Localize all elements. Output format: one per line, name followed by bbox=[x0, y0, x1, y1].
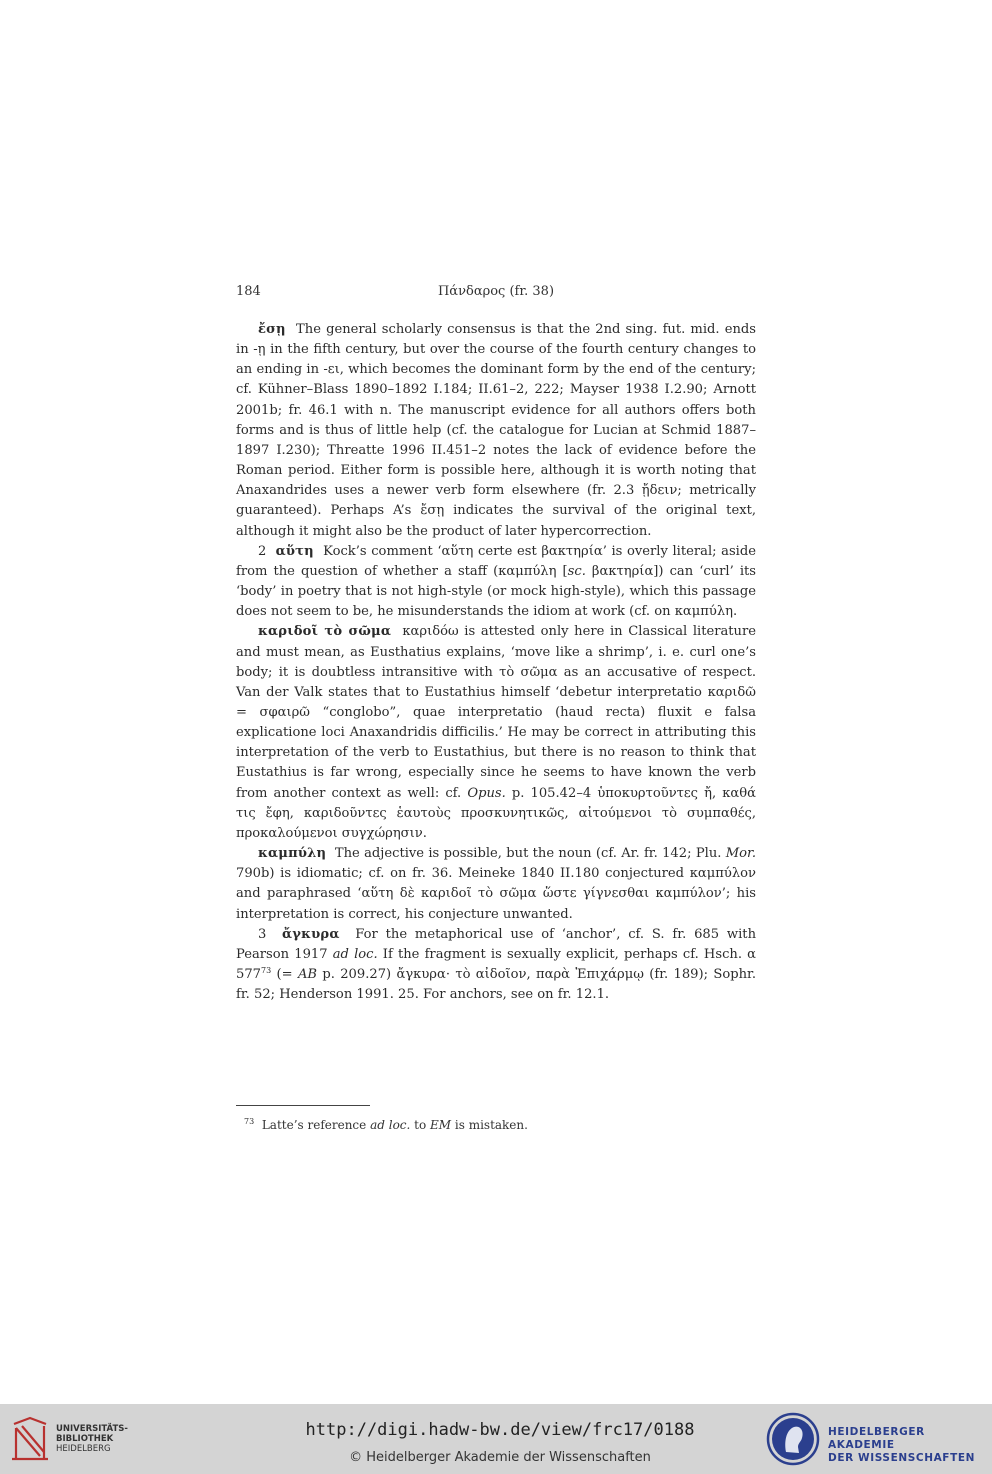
university-library-logo-icon bbox=[10, 1416, 50, 1462]
italic-abbrev: ad loc. bbox=[370, 1118, 411, 1132]
footnote bbox=[244, 1116, 756, 1134]
italic-abbrev: AB bbox=[297, 967, 318, 982]
viewer-footer-bar bbox=[0, 1404, 992, 1474]
commentary-body bbox=[236, 320, 756, 1005]
footnote-number: 73 bbox=[244, 1117, 255, 1126]
logo-line: UNIVERSITÄTS- bbox=[56, 1424, 128, 1434]
paragraph-text: If the fragment is sexually explicit, perhaps cf. Hsch. α 577 bbox=[236, 946, 756, 982]
lemma: καμπύλη bbox=[258, 846, 327, 862]
logo-line: HEIDELBERG bbox=[56, 1444, 111, 1454]
footnote-text: to bbox=[410, 1118, 431, 1132]
commentary-paragraph bbox=[236, 925, 756, 1006]
commentary-paragraph bbox=[236, 542, 756, 623]
academy-logo[interactable] bbox=[766, 1412, 986, 1468]
paragraph-text: βακτηρία]) can ‘curl’ its ‘body’ in poetry that is not high-style (or mock high-style), which this passage does not seem to be, he misunderstands the idiom at work (cf. on καμπύλη. bbox=[236, 563, 756, 620]
paragraph-text: p. 209.27) ἄγκυρα· τὸ αἰδοῖον, παρὰ Ἐπιχάρμῳ (fr. 189); Sophr. fr. 52; Henderson 1991. 25. For anchors, see on fr. 12.1. bbox=[236, 967, 756, 1003]
paragraph-text: The adjective is possible, but the noun (cf. Ar. fr. 142; Plu. bbox=[334, 846, 726, 862]
paragraph-text: The general scholarly consensus is that the 2nd sing. fut. mid. ends in -ῃ in the fifth century, but over the course of the fourth century changes to an ending in -ει, which becomes the dominant form by the end of the century; cf. Kühner–Blass 1890–1892 I.184; II.61–2, 222; Mayser 1938 I.2.90; Arnott 2001b; fr. 46.1 with n. The manuscript evidence for all authors offers both forms and is thus of little help (cf. the catalogue for Lucian at Schmid 1887–1897 I.230); Threatte 1996 II.451–2 notes the lack of evidence before the Roman period. Either form is possible here, although it is worth noting that Anaxandrides uses a newer verb form elsewhere (fr. 2.3 ᾔδειν; metrically guaranteed). Perhaps A’s ἔσῃ indicates the survival of the original text, although it might also be the product of later hypercorrection. bbox=[236, 322, 757, 539]
commentary-paragraph bbox=[236, 844, 756, 925]
italic-abbrev: ad loc. bbox=[332, 946, 378, 962]
italic-abbrev: EM bbox=[430, 1118, 452, 1132]
page-header bbox=[236, 284, 756, 304]
footnote-ref: 73 bbox=[261, 966, 272, 975]
italic-title: Opus. bbox=[467, 785, 506, 801]
lemma: καριδοῖ τὸ σῶμα bbox=[258, 624, 392, 640]
lemma: ἔσῃ bbox=[258, 322, 286, 337]
lemma: αὕτη bbox=[275, 543, 314, 559]
paragraph-text: 790b) is idiomatic; cf. on fr. 36. Meineke 1840 II.180 conjectured καμπύλον and paraphrased ‘αὕτη δὲ καριδοῖ τὸ σῶμα ὥστε γίγνεσθαι καμπύλον’; his interpretation is correct, his conjecture unwanted. bbox=[236, 866, 756, 922]
paragraph-text: p. 105.42–4 ὑποκυρτοῦντες ἤ, καθά τις ἔφη, καριδοῦντες ἑαυτοὺς προσκυνητικῶς, αἰτούμενοι τὸ συμπαθές, προκαλούμενοι συγχώρησιν. bbox=[236, 785, 756, 841]
italic-title: Mor. bbox=[725, 846, 757, 862]
commentary-paragraph bbox=[236, 622, 756, 844]
paragraph-text: καριδόω is attested only here in Classical literature and must mean, as Eusthatius explains, ‘move like a shrimp’, i. e. curl one’s body; it is doubtless intransitive with τὸ σῶμα as an accusative of respect. Van der Valk states that to Eustathius himself ‘debetur interpretatio καριδῶ = σφαιρῶ “conglobo”, quae interpretatio (haud recta) fluxit e falsa explicatione loci Anaxandridis difficilis.’ He may be correct in attributing this interpretation of the verb to Eustathius, but there is no reason to think that Eustathius is far wrong, especially since he seems to have known the verb from another context as well: cf. bbox=[236, 624, 756, 801]
commentary-paragraph bbox=[236, 320, 756, 542]
university-library-logo[interactable] bbox=[10, 1416, 140, 1462]
logo-line: BIBLIOTHEK bbox=[56, 1434, 114, 1444]
logo-line: HEIDELBERGER AKADEMIE bbox=[828, 1426, 925, 1451]
running-head: Πάνδαρος (fr. 38) bbox=[437, 284, 555, 299]
lemma: ἄγκυρα bbox=[282, 926, 340, 942]
paragraph-text: (= bbox=[271, 967, 298, 982]
academy-logo-text bbox=[828, 1426, 986, 1465]
footnote-text: Latte’s reference bbox=[261, 1118, 371, 1132]
line-number: 2 bbox=[258, 543, 267, 559]
copyright-notice: © Heidelberger Akademie der Wissenschaften bbox=[349, 1450, 651, 1465]
footnote-text: is mistaken. bbox=[451, 1118, 528, 1132]
paragraph-text: Kock’s comment ‘αὕτη certe est βακτηρία’ is overly literal; aside from the question of whether a staff (καμπύλη [ bbox=[236, 543, 757, 579]
permalink-url[interactable]: http://digi.hadw-bw.de/view/frc17/0188 bbox=[305, 1420, 695, 1440]
footnote-rule bbox=[236, 1105, 370, 1106]
academy-seal-icon bbox=[766, 1412, 820, 1466]
university-library-logo-text bbox=[56, 1424, 128, 1454]
logo-line: DER WISSENSCHAFTEN bbox=[828, 1452, 976, 1464]
paragraph-text: For the metaphorical use of ‘anchor’, cf. S. fr. 685 with Pearson 1917 bbox=[236, 926, 757, 962]
italic-abbrev: sc. bbox=[567, 563, 586, 579]
page-number: 184 bbox=[236, 284, 261, 299]
line-number: 3 bbox=[258, 926, 267, 942]
